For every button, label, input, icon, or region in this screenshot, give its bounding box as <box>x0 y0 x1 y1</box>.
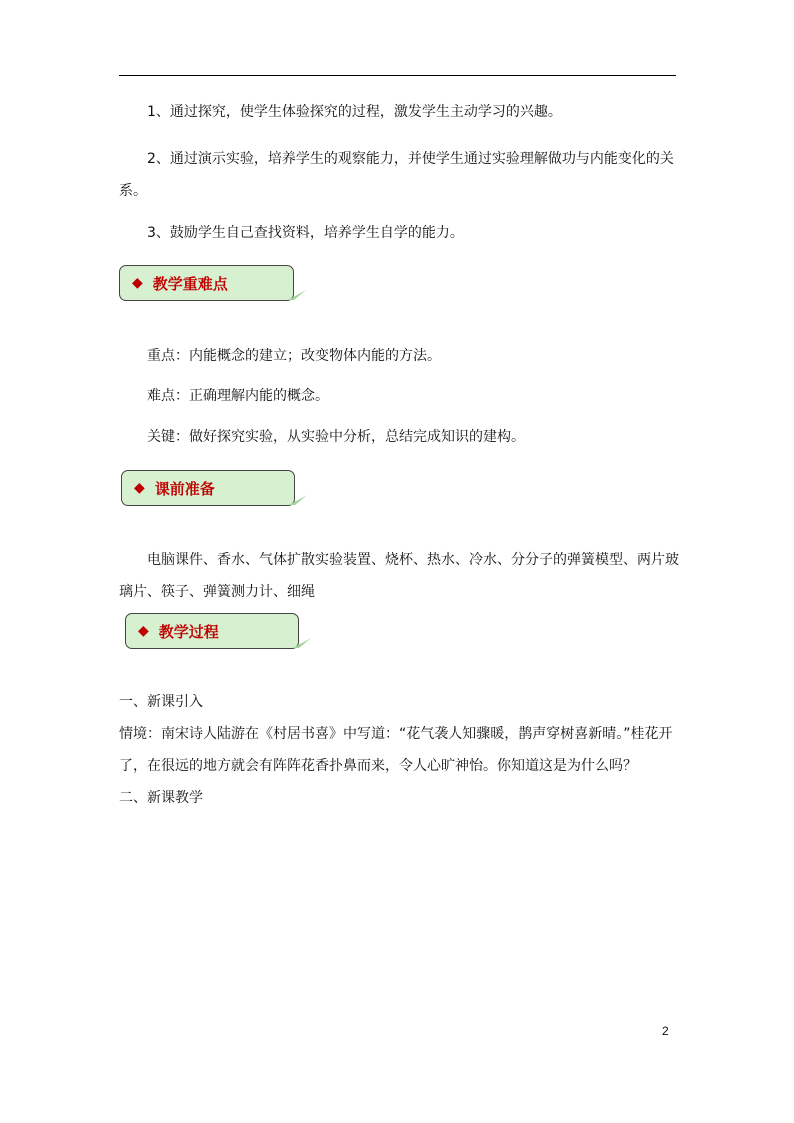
key-step: 关键：做好探究实验，从实验中分析，总结完成知识的建构。 <box>147 429 525 445</box>
section-title: 教学重难点 <box>152 274 228 293</box>
section-header-preparation <box>121 470 295 506</box>
teach-heading: 二、新课教学 <box>119 790 203 806</box>
header-tail-decoration <box>289 493 309 507</box>
section-title: 教学过程 <box>158 622 219 641</box>
page-number: 2 <box>662 1024 669 1038</box>
difficulty: 难点：正确理解内能的概念。 <box>147 388 329 404</box>
objective-1: 1、通过探究，使学生体验探究的过程，激发学生主动学习的兴趣。 <box>147 104 562 120</box>
intro-heading: 一、新课引入 <box>119 694 203 710</box>
header-rule <box>119 75 676 76</box>
section-title: 课前准备 <box>154 479 215 498</box>
key-point: 重点：内能概念的建立；改变物体内能的方法。 <box>147 348 441 364</box>
section-header-process <box>125 613 299 649</box>
preparation-text: 电脑课件、香水、气体扩散实验装置、烧杯、热水、冷水、分分子的弹簧模型、两片玻璃片、筷子、弹簧测力计、细绳 <box>119 552 679 600</box>
diamond-icon: ◆ <box>132 275 143 291</box>
header-tail-decoration <box>288 288 308 302</box>
intro-text: 情境：南宋诗人陆游在《村居书喜》中写道：“花气袭人知骤暖，鹊声穿树喜新晴。”桂花开了，在很远的地方就会有阵阵花香扑鼻而来，令人心旷神怡。你知道这是为什么吗？ <box>119 726 673 774</box>
diamond-icon: ◆ <box>134 480 145 496</box>
objective-2: 2、通过演示实验，培养学生的观察能力，并使学生通过实验理解做功与内能变化的关系。 <box>119 151 674 199</box>
objective-3: 3、鼓励学生自己查找资料，培养学生自学的能力。 <box>147 225 464 241</box>
section-header-key-points <box>119 265 294 301</box>
header-tail-decoration <box>293 636 313 650</box>
diamond-icon: ◆ <box>138 623 149 639</box>
